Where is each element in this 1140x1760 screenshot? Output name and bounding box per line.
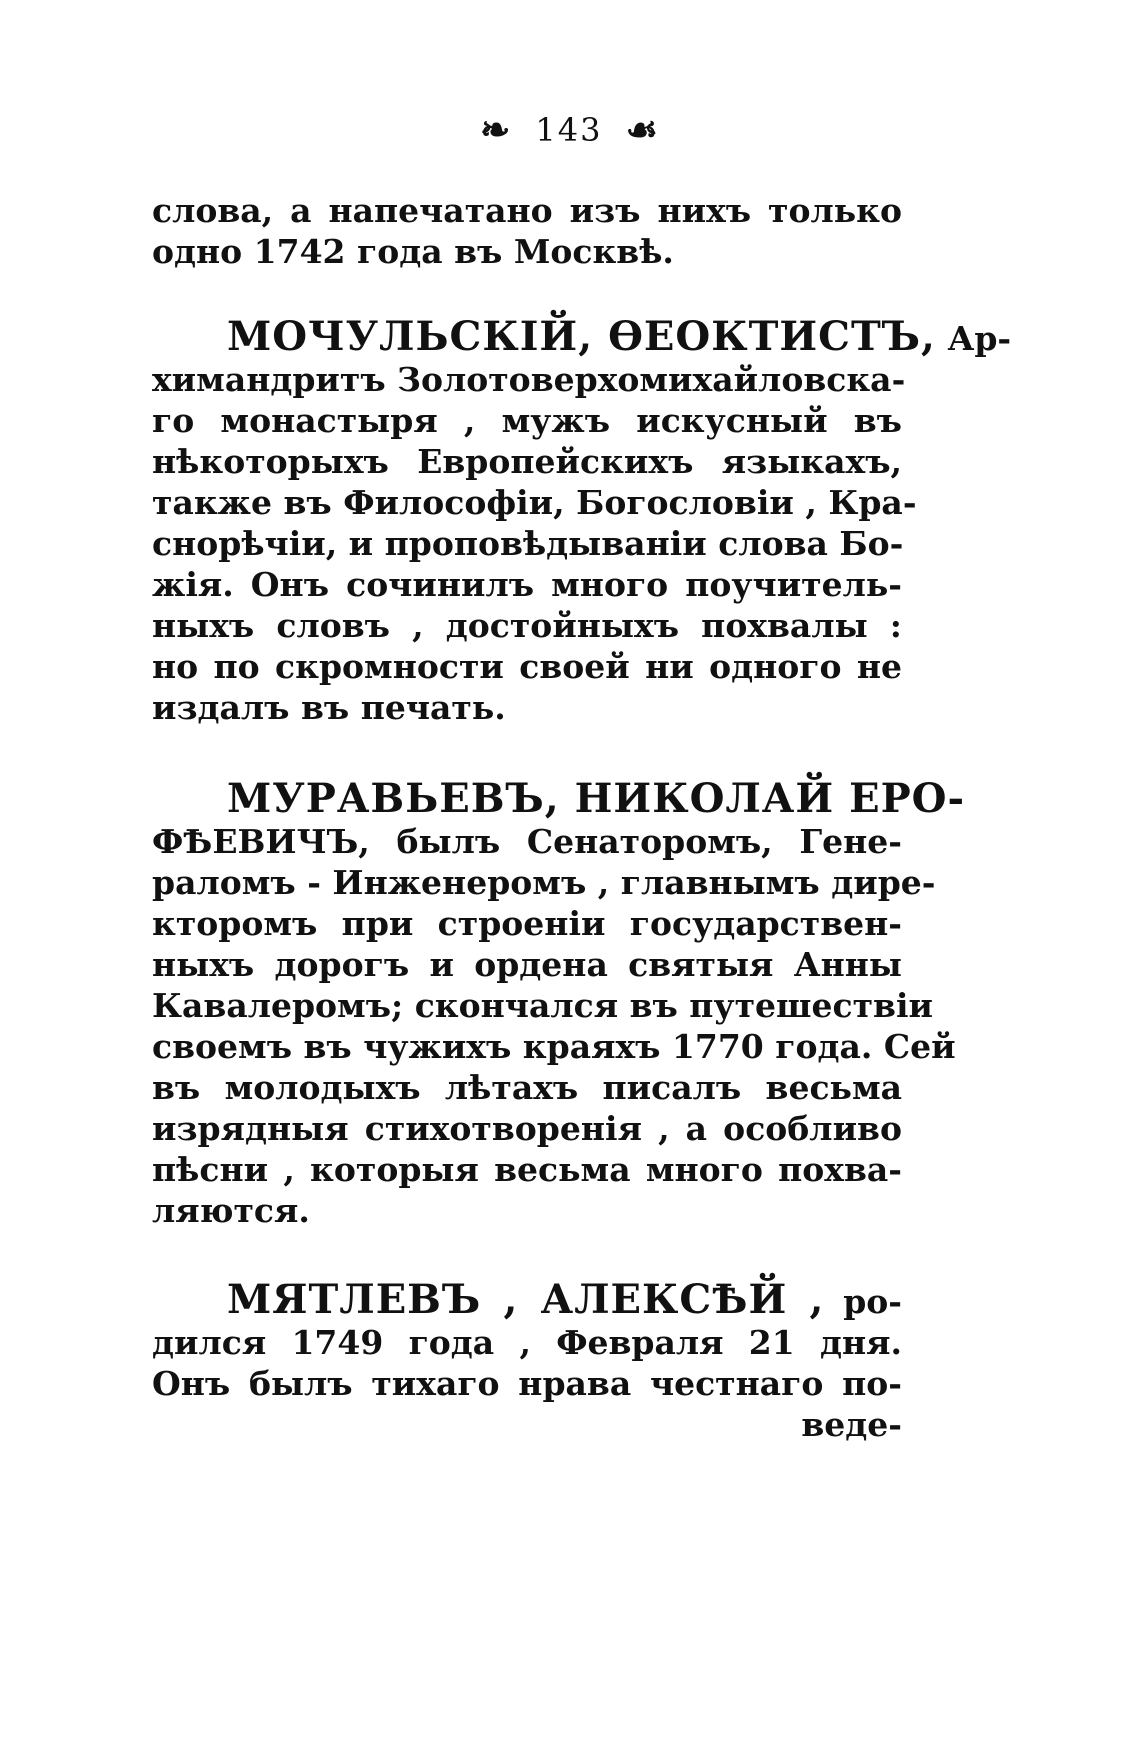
text-fragment: ро-	[843, 1282, 902, 1321]
text-line: снорѣчіи, и проповѣдываніи слова Бо-	[152, 524, 904, 563]
entry-headword: МУРАВЬЕВЪ, НИКОЛАЙ ЕРО-	[227, 775, 966, 822]
text-line: жія. Онъ сочинилъ много поучитель-	[152, 565, 902, 604]
left-ornament-icon: ❧	[480, 108, 513, 151]
right-ornament-icon: ☙	[625, 108, 660, 151]
entry-muravyev	[152, 775, 966, 1231]
entry-mochulsky	[152, 313, 1012, 728]
text-line: изрядныя стихотворенія , а особливо	[152, 1109, 902, 1148]
text-line: пѣсни , которыя весьма много похва-	[152, 1150, 902, 1189]
entry-myatlev	[152, 1276, 902, 1445]
text-line: ФѢЕВИЧЪ, былъ Сенаторомъ, Гене-	[152, 822, 902, 861]
text-line: ныхъ словъ , достойныхъ похвалы :	[152, 606, 902, 645]
text-line: Онъ былъ тихаго нрава честнаго по-	[152, 1364, 902, 1403]
text-line: въ молодыхъ лѣтахъ писалъ весьма	[152, 1068, 902, 1107]
text-line: издалъ въ печать.	[152, 688, 506, 727]
page-header	[0, 108, 1140, 151]
entry-headword: МОЧУЛЬСКІЙ, ѲЕОКТИСТЪ,	[227, 313, 936, 360]
text-line: ныхъ дорогъ и ордена святыя Анны	[152, 945, 902, 984]
text-line: химандритъ Золотоверхомихайловска-	[152, 360, 906, 399]
text-line: кторомъ при строеніи государствен-	[152, 904, 902, 943]
entry-first-line	[152, 775, 966, 822]
entry-first-line	[152, 313, 1012, 360]
text-line: го монастыря , мужъ искусный въ	[152, 401, 902, 440]
text-line: слова, а напечатано изъ нихъ только	[152, 191, 902, 230]
text-line: одно 1742 года въ Москвѣ.	[152, 232, 674, 271]
text-line: также въ Философіи, Богословіи , Кра-	[152, 483, 917, 522]
page-body	[152, 190, 1012, 1445]
text-line: Кавалеромъ; скончался въ путешествіи	[152, 986, 933, 1025]
text-line: нѣкоторыхъ Европейскихъ языкахъ,	[152, 442, 902, 481]
entry-first-line	[152, 1276, 902, 1323]
continuation-paragraph	[152, 190, 902, 272]
text-line: дился 1749 года , Февраля 21 дня.	[152, 1323, 902, 1362]
page-number: 143	[535, 110, 603, 149]
text-line: раломъ - Инженеромъ , главнымъ дире-	[152, 863, 936, 902]
text-line: но по скромности своей ни одного не	[152, 647, 902, 686]
catchword: веде-	[801, 1405, 902, 1444]
entry-headword: МЯТЛЕВЪ , АЛЕКСѢЙ ,	[227, 1276, 825, 1323]
text-line: ляются.	[152, 1191, 310, 1230]
text-fragment: Ар-	[947, 319, 1012, 358]
text-line: своемъ въ чужихъ краяхъ 1770 года. Сей	[152, 1027, 956, 1066]
